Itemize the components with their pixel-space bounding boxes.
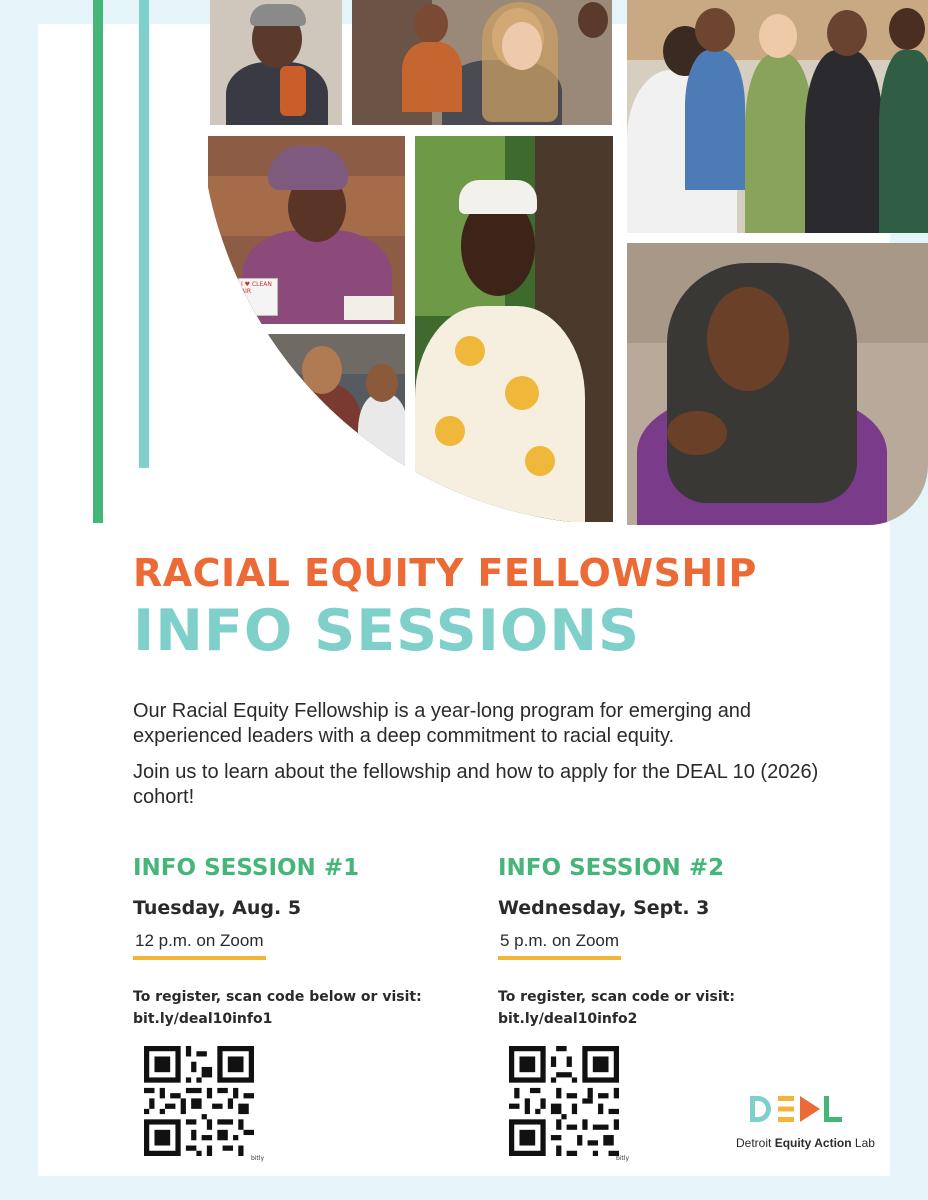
headline-line2: INFO SESSIONS (133, 598, 641, 664)
decorative-green-bar (93, 0, 103, 523)
photo-woman-with-lanyard (210, 0, 342, 125)
deal-logo-name: Detroit Equity Action Lab (736, 1136, 875, 1150)
photo-laughing-man (415, 136, 613, 522)
session-heading: INFO SESSION #2 (498, 855, 725, 881)
photo-sign-text: I ♥ CLEAN AIR (241, 281, 272, 295)
session-time: 5 p.m. on Zoom (498, 931, 621, 960)
intro-paragraph: Our Racial Equity Fellowship is a year-long program for emerging and experienced leaders with a deep commitment to racial equity. (133, 700, 752, 747)
info-session-2 (498, 855, 828, 1030)
qr-code-session-1[interactable] (144, 1046, 264, 1162)
session-date: Wednesday, Sept. 3 (498, 897, 710, 919)
photo-man-with-device (262, 334, 405, 474)
qr-code-icon (509, 1046, 619, 1156)
session-heading: INFO SESSION #1 (133, 855, 360, 881)
headline-line1: RACIAL EQUITY FELLOWSHIP (133, 551, 757, 595)
intro-paragraph-cta: Join us to learn about the fellowship and how to apply for the DEAL 10 (2026) cohort! (133, 761, 819, 808)
decorative-teal-bar (139, 0, 149, 468)
session-register-link[interactable]: To register, scan code or visit: bit.ly/deal10info2 (498, 989, 735, 1027)
photo-collage (200, 0, 928, 525)
photo-woman-writing (352, 0, 612, 125)
photo-woman-headwrap (208, 136, 405, 324)
qr-brand-label: bitly (250, 1155, 264, 1162)
deal-logo-mark (736, 1092, 844, 1126)
deal-logo (736, 1092, 876, 1152)
qr-code-icon (144, 1046, 254, 1156)
info-session-1 (133, 855, 463, 1030)
qr-code-session-2[interactable] (509, 1046, 629, 1162)
photo-woman-hijab (627, 243, 928, 525)
qr-brand-label: bitly (615, 1155, 629, 1162)
photo-group-posing (627, 0, 928, 233)
session-date: Tuesday, Aug. 5 (133, 897, 302, 919)
session-time: 12 p.m. on Zoom (133, 931, 266, 960)
session-register-link[interactable]: To register, scan code below or visit: bit.ly/deal10info1 (133, 989, 422, 1027)
